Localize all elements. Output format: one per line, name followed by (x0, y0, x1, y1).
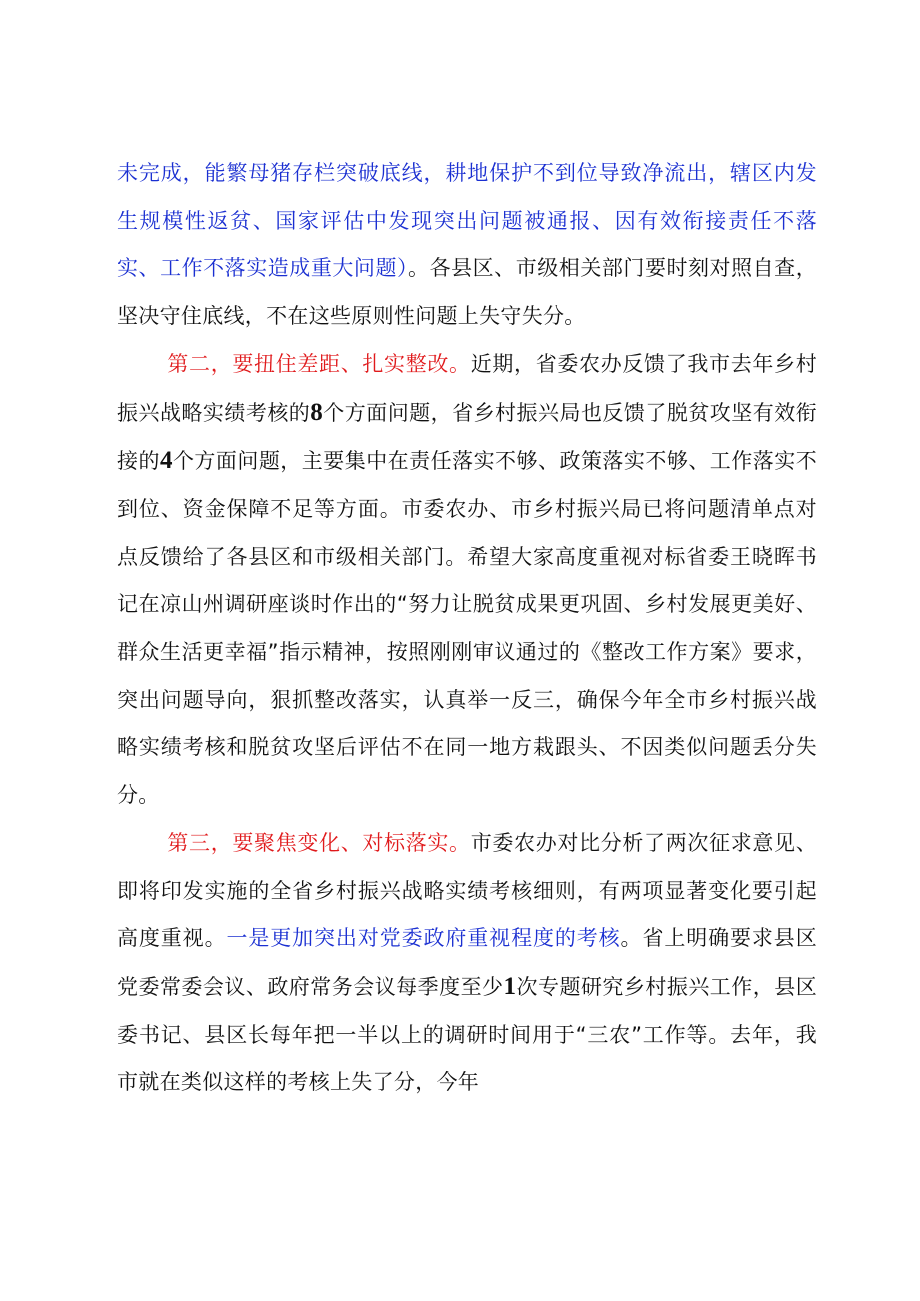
text-segment: 。各县区、市级相关部门要时刻对照自查，坚决守住底线，不在这些原则性问题上失守失分。 (117, 256, 818, 329)
number-four: 4 (159, 447, 173, 475)
paragraph-continuation (117, 150, 817, 341)
text-segment-blue: 未完成，能繁母猪存栏突破底线，耕地保护不到位导致净流出，辖区内发生规模性返贫、国家评估中发现突出问题被通报、因有效衔接责任不落实、工作不落实造成重大问题） (117, 161, 817, 281)
text-segment: 近期，省委农办反馈了我市去年乡村振兴战略实绩考核的 (117, 351, 817, 425)
subheading-first-item: 一是更加突出对党委政府重视程度的考核 (226, 926, 621, 951)
text-segment: 市委农办对比分析了两次征求意见、即将印发实施的全省乡村振兴战略实绩考核细则，有两项显著变化要引起高度重视。 (117, 830, 817, 951)
paragraph-third-point (117, 820, 817, 1107)
text-segment: 个方面问题，主要集中在责任落实不够、政策落实不够、工作落实不到位、资金保障不足等方面。市委农办、市乡村振兴局已将问题清单点对点反馈给了各县区和市级相关部门。希望大家高度重视对标省委王晓晖书记在凉山州调研座谈时作出的“努力让脱贫成果更巩固、乡村发展更美好、群众生活更幸福”指示精神，按照刚刚审议通过的《整改工作方案》要求，突出问题导向，狠抓整改落实，认真举一反三，确保今年全市乡村振兴战略实绩考核和脱贫攻坚后评估不在同一地方栽跟头、不因类似问题丢分失分。 (117, 449, 817, 808)
number-eight: 8 (310, 398, 324, 426)
text-segment: 。省上明确要求县区党委常委会议、政府常务会议每季度至少 (117, 926, 817, 999)
text-segment: 个方面问题，省乡村振兴局也反馈了脱贫攻坚有效衔接的 (117, 400, 818, 474)
text-segment: 次专题研究乡村振兴工作，县区委书记、县区长每年把一半以上的调研时间用于“三农”工作等。去年，我市就在类似这样的考核上失了分，今年 (117, 974, 817, 1095)
number-one: 1 (503, 972, 517, 1000)
heading-third-point: 第三，要聚焦变化、对标落实。 (167, 830, 471, 855)
paragraph-second-point (117, 341, 817, 820)
document-body (117, 150, 817, 1107)
heading-second-point: 第二，要扭住差距、扎实整改。 (167, 351, 471, 376)
